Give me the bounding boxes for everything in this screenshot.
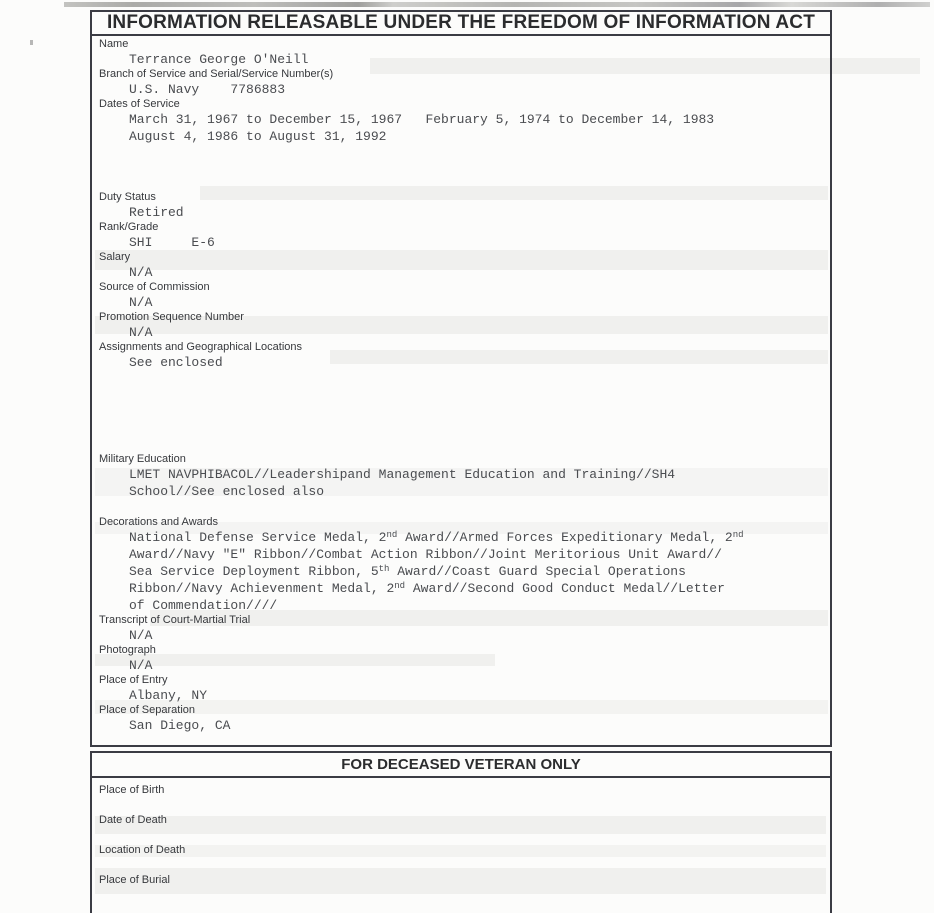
field-label: Salary: [99, 251, 131, 263]
field-value: National Defense Service Medal, 2nd Award//Armed Forces Expeditionary Medal, 2nd: [129, 530, 744, 545]
field-dates-of-service: [92, 98, 830, 145]
field-value: See enclosed: [129, 355, 223, 370]
deceased-section-title: FOR DECEASED VETERAN ONLY: [341, 756, 581, 773]
field-date-of-death: [92, 814, 830, 844]
scan-speck-artifact: [30, 40, 33, 45]
field-label: Dates of Service: [99, 98, 180, 110]
field-value: U.S. Navy 7786883: [129, 82, 286, 97]
field-label: Transcript of Court-Martial Trial: [99, 614, 251, 626]
field-salary: [92, 251, 830, 281]
deceased-section-fields: [90, 778, 832, 913]
field-rank-grade: [92, 221, 830, 251]
field-value: SHI E-6: [129, 235, 215, 250]
field-label: Photograph: [99, 644, 156, 656]
field-label: Location of Death: [99, 844, 186, 856]
field-location-of-death: [92, 844, 830, 874]
field-photograph: [92, 644, 830, 674]
field-value: Award//Navy "E" Ribbon//Combat Action Ribbon//Joint Meritorious Unit Award//: [129, 547, 722, 562]
field-value: Ribbon//Navy Achievenment Medal, 2nd Award//Second Good Conduct Medal//Letter: [129, 581, 725, 596]
field-label: Duty Status: [99, 191, 156, 203]
field-value: N/A: [129, 658, 153, 673]
field-value: of Commendation////: [129, 598, 278, 613]
deceased-section-title-band: [90, 751, 832, 778]
field-value: LMET NAVPHIBACOL//Leadershipand Management Education and Training//SH4: [129, 467, 676, 482]
field-place-of-separation: [92, 704, 830, 734]
field-value: N/A: [129, 295, 153, 310]
field-label: Place of Entry: [99, 674, 168, 686]
field-assignments-locations: [92, 341, 830, 371]
field-value: Albany, NY: [129, 688, 208, 703]
field-court-martial-transcript: [92, 614, 830, 644]
field-value: School//See enclosed also: [129, 484, 325, 499]
field-label: Military Education: [99, 453, 186, 465]
field-source-of-commission: [92, 281, 830, 311]
field-label: Place of Burial: [99, 874, 170, 886]
field-value: Terrance George O'Neill: [129, 52, 309, 67]
field-label: Assignments and Geographical Locations: [99, 341, 303, 353]
field-value: August 4, 1986 to August 31, 1992: [129, 129, 387, 144]
field-value: N/A: [129, 325, 153, 340]
field-place-of-entry: [92, 674, 830, 704]
foia-info-box: [90, 10, 832, 747]
field-duty-status: [92, 191, 830, 221]
field-label: Place of Separation: [99, 704, 196, 716]
field-label: Rank/Grade: [99, 221, 159, 233]
field-value: N/A: [129, 265, 153, 280]
field-branch-serial: [92, 68, 830, 98]
field-value: N/A: [129, 628, 153, 643]
field-value: March 31, 1967 to December 15, 1967 February 5, 1974 to December 14, 1983: [129, 112, 715, 127]
field-military-education: [92, 453, 830, 500]
scan-edge-artifact: [64, 2, 930, 7]
document-title: INFORMATION RELEASABLE UNDER THE FREEDOM OF INFORMATION ACT: [106, 12, 816, 33]
field-label: Branch of Service and Serial/Service Number(s): [99, 68, 334, 80]
field-label: Place of Birth: [99, 784, 165, 796]
field-name: [92, 38, 830, 68]
field-promotion-sequence-number: [92, 311, 830, 341]
field-decorations-awards: [92, 516, 830, 614]
document-title-band: [92, 12, 830, 36]
field-value: Sea Service Deployment Ribbon, 5th Award//Coast Guard Special Operations: [129, 564, 686, 579]
field-value: San Diego, CA: [129, 718, 231, 733]
field-value: Retired: [129, 205, 184, 220]
field-label: Date of Death: [99, 814, 167, 826]
field-place-of-birth: [92, 784, 830, 814]
field-place-of-burial: [92, 874, 830, 904]
field-label: Promotion Sequence Number: [99, 311, 244, 323]
field-label: Name: [99, 38, 129, 50]
field-label: Source of Commission: [99, 281, 210, 293]
field-label: Decorations and Awards: [99, 516, 219, 528]
